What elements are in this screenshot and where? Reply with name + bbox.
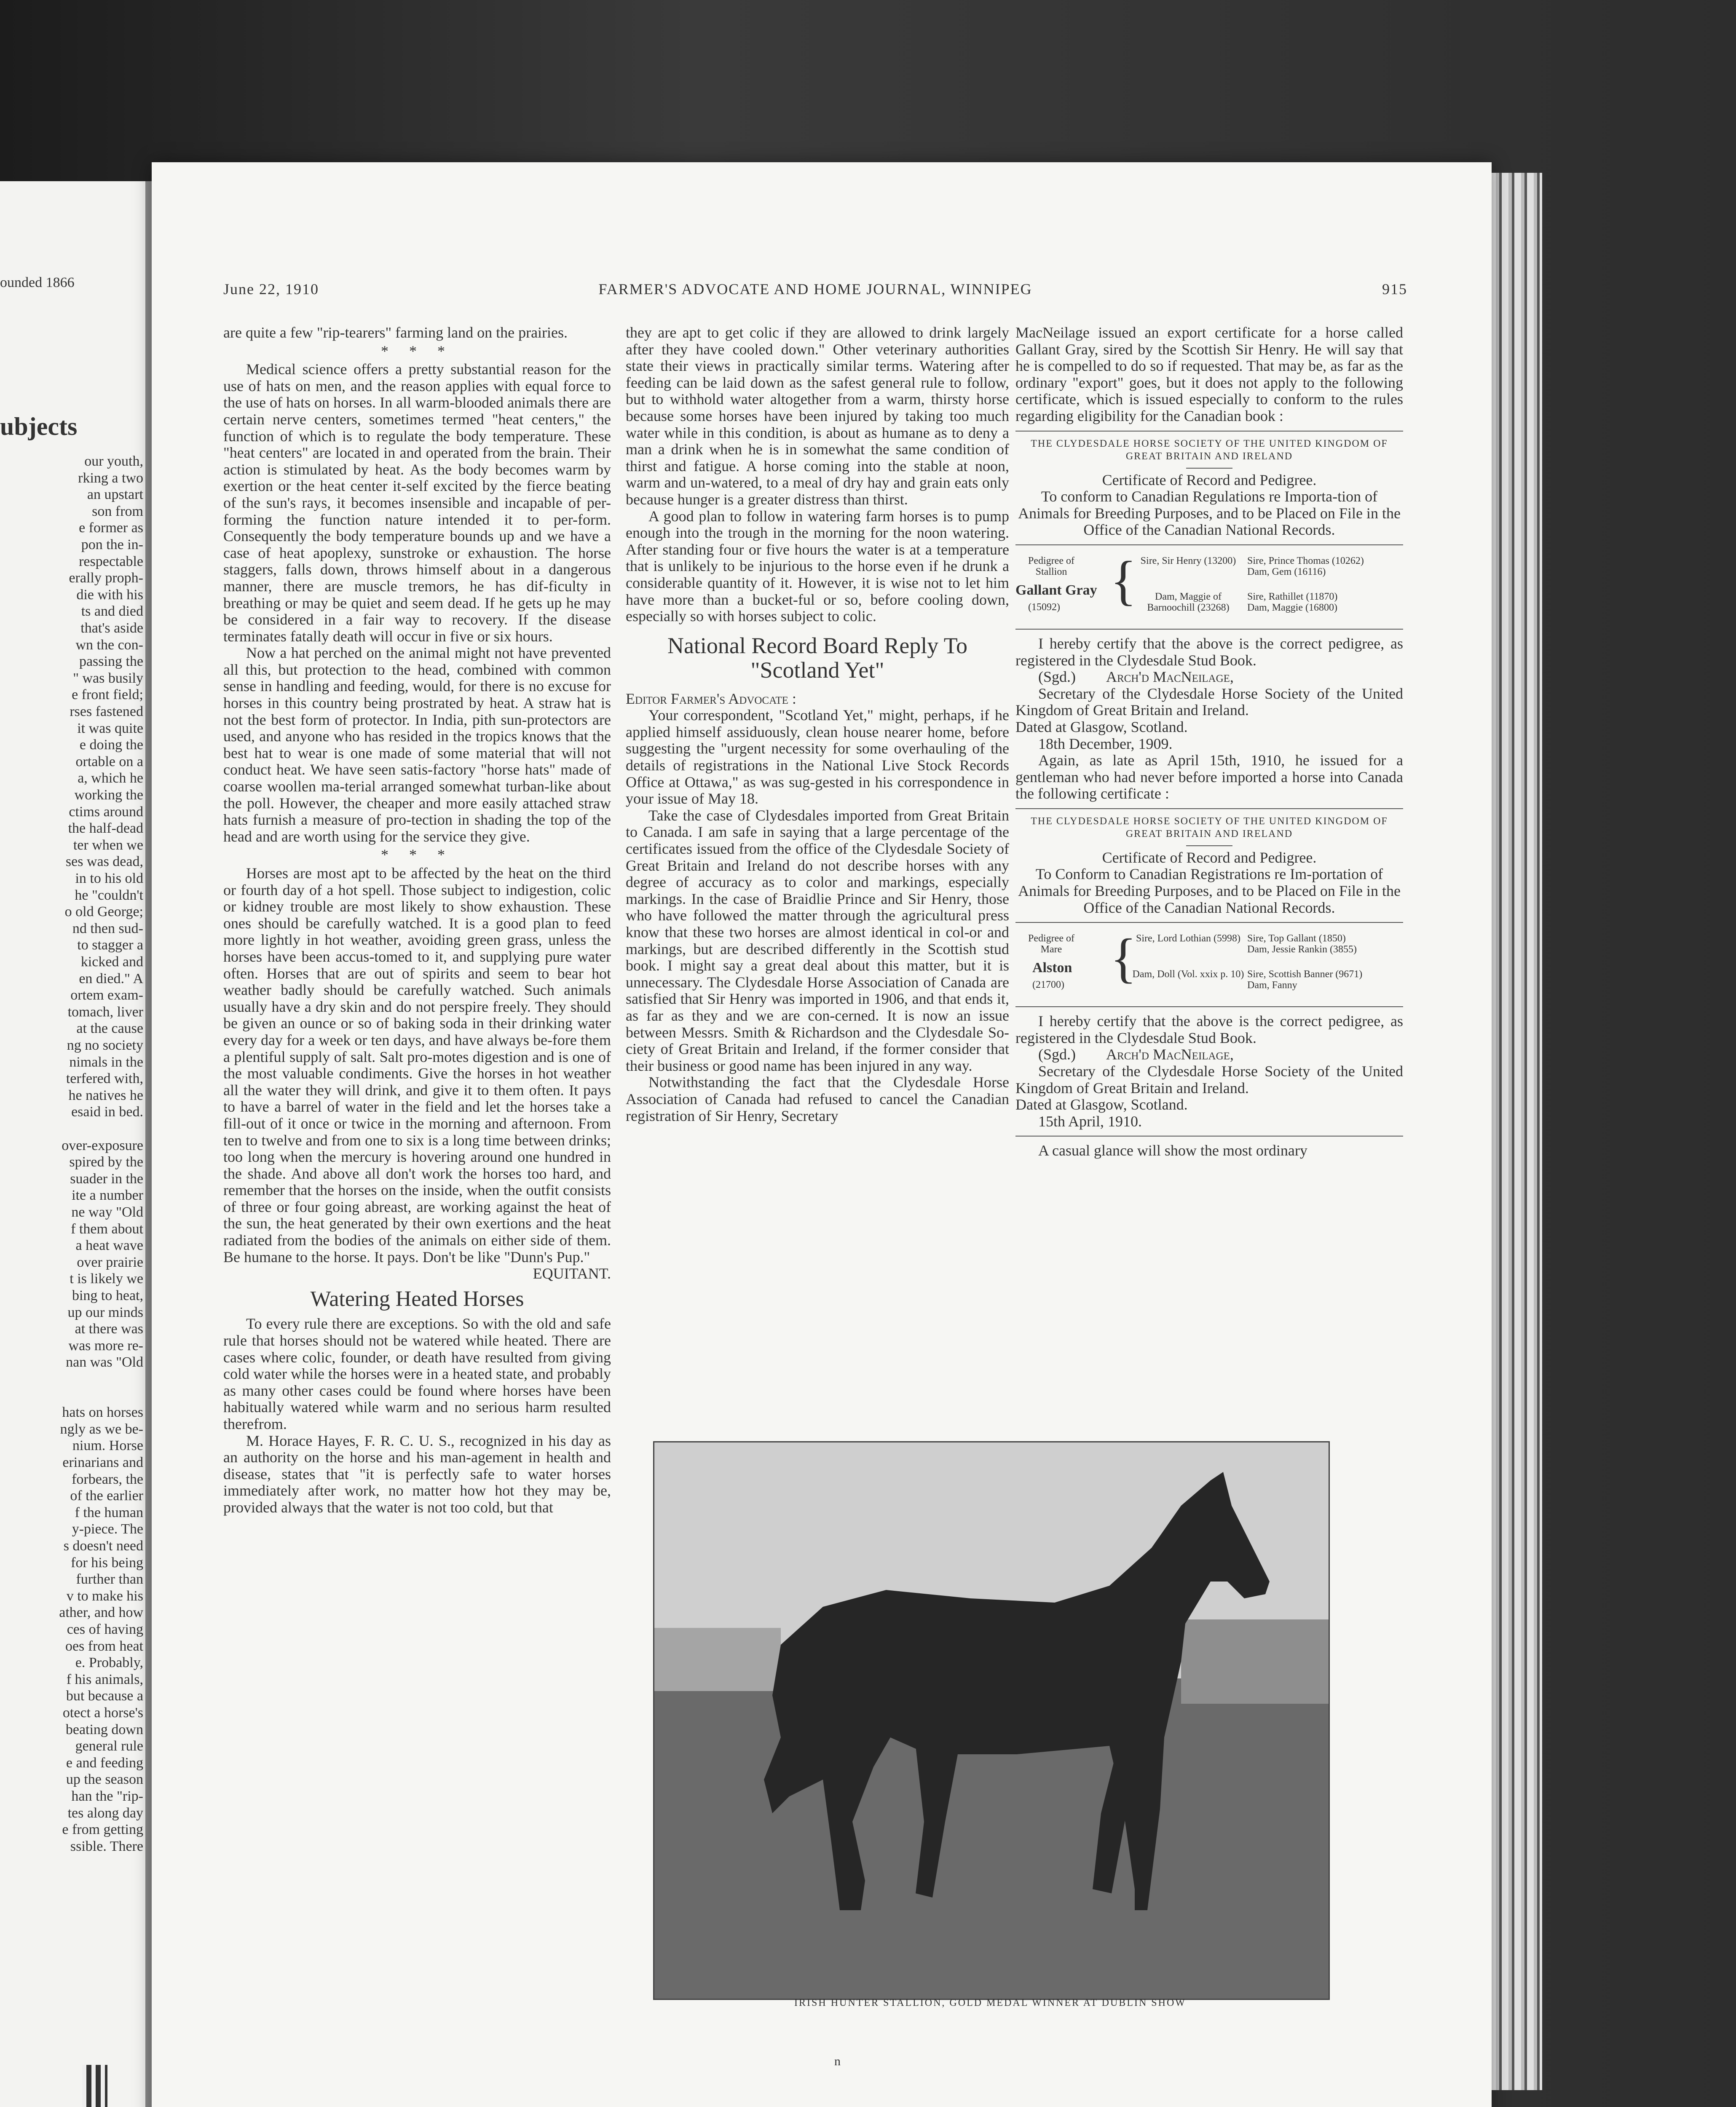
certification-text: I hereby certify that the above is the correct pedigree, as registered in the Clydesdale Stud Book.	[1015, 1013, 1403, 1046]
previous-page-line: esaid in bed.	[71, 1104, 143, 1120]
sire-dam: Dam, Gem (16116)	[1247, 566, 1326, 577]
author-signature: EQUITANT.	[533, 1265, 611, 1282]
signature-line	[1015, 669, 1403, 686]
previous-page-line: bing to heat,	[72, 1288, 143, 1303]
previous-page-line: in to his old	[75, 871, 143, 886]
previous-page-line: e doing the	[79, 737, 143, 753]
previous-page-line: a heat wave	[75, 1238, 143, 1254]
previous-page-heading: ubjects	[0, 413, 78, 440]
signer-name: Arch'd MacNeilage,	[1106, 1046, 1234, 1063]
secretary-title: Secretary of the Clydesdale Horse Society of the United Kingdom of Great Britain and Ireland.	[1015, 1063, 1403, 1096]
paragraph: Now a hat perched on the animal might not have prevented all this, but protection to the head, combined with common sense in handling and feeding, would, for there is no excuse for horses in this country being prostrated by heat. A straw hat is not the best form of protector. In India, pith sun-protectors are used, and anyone who has resided in the tropics knows that the best hat to wear is one made of some material that will not conduct heat. We have seen satis-factory "horse hats" made of coarse woollen ma-terial arranged somewhat turban-like about the poll. However, the cheaper and more easily attached straw hats furnish a measure of pro-tection in shading the top of the head and are worth using for the service they give.	[223, 644, 611, 845]
previous-page-line: v to make his	[66, 1588, 143, 1604]
previous-page-line: s doesn't need	[63, 1538, 143, 1554]
paragraph: Your correspondent, "Scotland Yet," might, perhaps, if he applied himself assiduously, clean house nearer home, before suggesting the "urgent necessity for some overhauling of the details of registrations in the National Live Stock Records Office at Ottawa," as was sug-gested in his correspondence in your issue of May 18.	[626, 707, 1009, 807]
certificate-society: THE CLYDESDALE HORSE SOCIETY OF THE UNITED KINGDOM OF GREAT BRITAIN AND IRELAND	[1031, 438, 1388, 462]
previous-page-line: it was quite	[77, 720, 143, 736]
paragraph: are quite a few "rip-tearers" farming land on the prairies.	[223, 324, 568, 341]
divider	[1015, 1136, 1403, 1137]
previous-page-line: f his animals,	[66, 1671, 143, 1687]
previous-page-line: to stagger a	[77, 937, 143, 953]
paragraph: Take the case of Clydesdales imported from Great Britain to Canada. I am safe in saying that a large percentage of the certificates issued from the office of the Clydesdale Society of Great Britain and Ireland do not describe horses with any degree of accuracy as to color and markings, especially markings. In the case of Braidlie Prince and Sir Henry, those who have followed the matter through the agricultural press know that these two horses are almost identical in col-or and markings, but are described differently in the Scottish stud book. I might say a great deal about this matter, but it is unnecessary. The Clydesdale Horse Association of Canada are satisfied that Sir Henry was imported in 1906, and that ends it, as far as they and we are con-cerned. It is now an issue between Messrs. Smith & Richardson and the Clydesdale So-ciety of Great Britain and Ireland, if the former consider that their business or good name has been injured in any way.	[626, 807, 1009, 1074]
signer-name: Arch'd MacNeilage,	[1106, 668, 1234, 686]
previous-page-line: rking a two	[78, 470, 143, 486]
previous-page-line: nan was "Old	[66, 1354, 143, 1370]
paragraph: Again, as late as April 15th, 1910, he issued for a gentleman who had never before imported a horse into Canada the following certificate :	[1015, 752, 1403, 802]
previous-page-line: t is likely we	[70, 1271, 143, 1287]
previous-page-line: rses fastened	[70, 704, 143, 719]
previous-page-line: pon the in-	[81, 537, 143, 552]
previous-page-line: over prairie	[77, 1254, 143, 1270]
dated-place: Dated at Glasgow, Scotland.	[1015, 1096, 1188, 1113]
pedigree-brace: {	[1110, 928, 1137, 989]
signed-mark: (Sgd.)	[1038, 668, 1076, 686]
previous-page-line: tes along day	[67, 1805, 143, 1821]
column-2	[626, 324, 1009, 1124]
previous-page-line: beating down	[65, 1721, 143, 1737]
previous-page-line: for his being	[71, 1555, 143, 1571]
previous-page-line: hats on horses	[62, 1405, 143, 1421]
previous-page-line: ne way "Old	[71, 1204, 143, 1220]
article-heading: Watering Heated Horses	[310, 1287, 524, 1311]
previous-page-line: ts and died	[81, 603, 143, 619]
section-divider: * * *	[381, 846, 453, 863]
paragraph: M. Horace Hayes, F. R. C. U. S., recognized in his day as an authority on the horse and his man-agement in health and disease, states that "it is perfectly safe to water horses immediately after work, no matter how hot they may be, provided always that the water is not too cold, but that	[223, 1432, 611, 1516]
divider	[1015, 808, 1403, 809]
sire-sire: Sire, Top Gallant (1850)	[1247, 933, 1346, 944]
previous-page-line: ortem exam-	[70, 987, 143, 1003]
dated-date: 18th December, 1909.	[1038, 735, 1173, 752]
previous-page-line: at the cause	[76, 1021, 143, 1037]
previous-page-line: but because a	[66, 1688, 143, 1704]
paragraph: A casual glance will show the most ordinary	[1038, 1142, 1307, 1159]
previous-page-line: e former as	[79, 520, 143, 536]
section-divider: * * *	[381, 342, 453, 359]
paragraph: To every rule there are exceptions. So with the old and safe rule that horses should not be watered while heated. There are cases where colic, founder, or death have resulted from giving cold water while the horses were in a heated state, and probably as many other cases could be found where horses have been habitually watered while warm and no serious harm resulted therefrom.	[223, 1315, 611, 1432]
newspaper-page	[152, 162, 1492, 2107]
horse-number: (15092)	[1028, 601, 1060, 613]
previous-page-line: e and feeding	[66, 1755, 143, 1771]
previous-page-line: respectable	[79, 553, 143, 569]
previous-page-line: ctims around	[69, 804, 143, 820]
previous-page-line: otect a horse's	[62, 1705, 143, 1721]
horse-name: Gallant Gray	[1015, 582, 1097, 598]
sire-sire: Sire, Prince Thomas (10262)	[1247, 555, 1364, 566]
previous-page-line: suader in the	[70, 1171, 143, 1187]
previous-page-line: wn the con-	[75, 637, 143, 653]
divider	[1015, 629, 1403, 630]
previous-page-line: general rule	[75, 1738, 143, 1754]
salutation: Editor Farmer's Advocate :	[626, 690, 796, 707]
previous-page-line: han the "rip-	[71, 1788, 143, 1804]
previous-page-line: he natives he	[68, 1087, 143, 1103]
previous-page-line: ssible. There	[70, 1838, 143, 1854]
horse-silhouette	[654, 1442, 1329, 1999]
page-number: 915	[1382, 281, 1407, 298]
previous-page-line: f them about	[71, 1221, 143, 1237]
previous-page-line: working the	[74, 787, 143, 803]
previous-page-line: y-piece. The	[72, 1521, 143, 1537]
previous-page-line: erally proph-	[69, 570, 143, 586]
divider	[1186, 845, 1232, 846]
certificate-society: THE CLYDESDALE HORSE SOCIETY OF THE UNITED KINGDOM OF GREAT BRITAIN AND IRELAND	[1031, 815, 1388, 839]
previous-page-line: f the human	[75, 1504, 143, 1520]
dam-sire: Sire, Rathillet (11870)	[1247, 591, 1338, 602]
previous-page-line: nimals in the	[69, 1054, 143, 1070]
previous-page-line: die with his	[76, 587, 143, 603]
previous-page-line: further than	[76, 1571, 143, 1587]
column-1	[223, 324, 611, 1516]
previous-page-line: he "couldn't	[75, 887, 143, 903]
paragraph: Horses are most apt to be affected by the heat on the third or fourth day of a hot spell. Those subject to indigestion, colic or kidney trouble are most likely to show exhaustion. These ones should be carefully watched. It is a good plan to feed more lightly in hot weather, avoiding green grass, unless the horses have been accus-tomed to it, and supplying pure water often. Horses that are out of spirits and seem to bear hot weather badly should be carefully watched. Such animals usually have a dry skin and do not perspire freely. They should be given an ounce or so of baking soda in their drinking water every day for a week or ten days, and have always be-fore them a plentiful supply of salt. Salt pro-motes digestion and is one of the most valuable condiments. Give the horses in hot weather all the water they will drink, and give it to them often. It pays to have a barrel of water in the field and let the horses take a fill-out of it once or twice in the morning and afternoon. From ten to twelve and from one to six is a long time between drinks; too long when the mercury is hovering around one hundred in the shade. And above all don't work the horses too hard, and remember that the horses on the inside, when the outfit consists of three or four going abreast, are working against the heat of the sun, the heat generated by their own exertions and the heat radiated from the bodies of the animals on either side of them. Be humane to the horse. It pays. Don't be like "Dunn's Pup."	[223, 865, 611, 1265]
previous-page-line: nium. Horse	[72, 1438, 143, 1454]
secretary-title: Secretary of the Clydesdale Horse Society of the United Kingdom of Great Britain and Ireland.	[1015, 685, 1403, 719]
paragraph: A good plan to follow in watering farm horses is to pump enough into the trough in the morning for the noon watering. After standing four or five hours the water is at a temperature that is unlikely to be injurious to the horse even if he drunk a considerable quantity of it. However, it is wise not to let him have more than a bucket-ful or so, before cooling down, especially so with horses subject to colic.	[626, 507, 1009, 625]
previous-page-line: ather, and how	[59, 1605, 143, 1621]
previous-page-line: en died." A	[79, 970, 143, 986]
previous-page-line: spired by the	[69, 1154, 143, 1170]
publication-title: FARMER'S ADVOCATE AND HOME JOURNAL, WINNIPEG	[598, 281, 1032, 298]
pedigree-label: Pedigree of Mare	[1028, 933, 1074, 955]
article-heading: National Record Board Reply To "Scotland Yet"	[667, 633, 968, 683]
previous-page-line: oes from heat	[65, 1638, 143, 1654]
previous-page-line: tomach, liver	[67, 1004, 143, 1020]
previous-page-line: e front field;	[72, 687, 143, 703]
paragraph: they are apt to get colic if they are allowed to drink largely after they have cooled down." Other veterinary authorities state their views in practically similar terms. Watering after feeding can be laid down as the safest general rule to follow, but to withhold water altogether from a warm, thirsty horse because some horses have been injured by taking too much water while in this condition, is about as humane as to deny a man a drink when he is in somewhat the same condition of thirst and fatigue. A horse coming into the stable at noon, warm and un-watered, to a meal of dry hay and grain eats only because hunger is a greater distress than thirst.	[626, 324, 1009, 508]
running-header	[223, 280, 1407, 301]
previous-page-line: e from getting	[62, 1822, 143, 1838]
certificate-purpose: To conform to Canadian Regulations re Importa-tion of Animals for Breeding Purposes, and to be Placed on File in the Office of the Canadian National Records.	[1018, 488, 1401, 539]
previous-page-line: nd then sud-	[72, 920, 143, 936]
previous-page-line: erinarians and	[62, 1455, 143, 1470]
book-spine	[82, 2065, 107, 2107]
dam-dam: Dam, Maggie (16800)	[1247, 602, 1337, 613]
previous-page-line: the half-dead	[68, 820, 143, 836]
pedigree-label: Pedigree of Stallion	[1028, 555, 1074, 577]
dated-place: Dated at Glasgow, Scotland.	[1015, 718, 1188, 735]
previous-page-line: over-exposure	[62, 1137, 143, 1153]
previous-page-line: kicked and	[80, 954, 143, 970]
certificate-title: Certificate of Record and Pedigree.	[1102, 849, 1317, 866]
dam-sire: Sire, Scottish Banner (9671)	[1247, 969, 1363, 980]
pedigree-table	[1015, 929, 1403, 1000]
previous-page-line: up our minds	[67, 1304, 143, 1320]
divider	[1015, 922, 1403, 923]
sire: Sire, Sir Henry (13200)	[1140, 555, 1236, 566]
horse-name: Alston	[1032, 960, 1072, 976]
previous-page-line: up the season	[66, 1772, 143, 1788]
dam: Dam, Doll (Vol. xxix p. 10)	[1132, 969, 1244, 980]
previous-page-line: at there was	[75, 1321, 143, 1337]
divider	[1015, 544, 1403, 545]
page-edges	[1483, 173, 1542, 2090]
paragraph: Notwithstanding the fact that the Clydesdale Horse Association of Canada had refused to cancel the Canadian registration of Sir Henry, Secretary	[626, 1074, 1009, 1124]
paragraph: Medical science offers a pretty substantial reason for the use of hats on men, and the reason applies with equal force to the use of hats on horses. In all warm-blooded animals there are certain nerve centers, sometimes termed "heat centers," the function of which is to regulate the body temperature. These "heat centers" are located in and operated from the brain. Their action is stimulated by heat. As the body becomes warm by exertion or the heat center it-self excited by the fierce beating of the sun's rays, it becomes insensible and incapable of per-forming the function nature intended it to per-form. Consequently the body temperature bounds up and we have a case of heat apoplexy, sunstroke or exhaustion. The horse staggers, falls down, throws himself about in a dangerous manner, there are muscle tremors, he has dif-ficulty in breathing or may be quiet and seem dead. If he gets up he may be considered in a fair way to recovery. If the disease terminates fatally death will occur in five or six hours.	[223, 361, 611, 645]
previous-page-line: passing the	[79, 654, 143, 670]
horse-number: (21700)	[1032, 979, 1064, 991]
previous-page-line: forbears, the	[72, 1471, 143, 1487]
previous-page-line: " was busily	[73, 670, 143, 686]
previous-page-line: ces of having	[67, 1622, 143, 1637]
certificate-purpose: To Conform to Canadian Registrations re Im-portation of Animals for Breeding Purposes, and to be Placed on File in the Office of the Canadian National Records.	[1018, 866, 1401, 916]
previous-page-line: that's aside	[80, 620, 143, 636]
previous-page-fragment	[0, 181, 153, 2107]
previous-page-line: a, which he	[78, 770, 143, 786]
previous-page-line: ter when we	[73, 837, 143, 853]
signature-line	[1015, 1046, 1403, 1063]
previous-page-line: ortable on a	[75, 753, 143, 769]
previous-page-line: ngly as we be-	[60, 1421, 143, 1437]
sire: Sire, Lord Lothian (5998)	[1136, 933, 1240, 944]
horse-photograph	[653, 1441, 1330, 2000]
sire-dam: Dam, Jessie Rankin (3855)	[1247, 944, 1357, 955]
footer-mark: n	[834, 2054, 841, 2068]
previous-page-line: son from	[92, 503, 143, 519]
dated-date: 15th April, 1910.	[1038, 1112, 1142, 1130]
previous-page-line: of the earlier	[70, 1488, 143, 1504]
previous-page-line: ses was dead,	[65, 854, 143, 870]
previous-page-line: was more re-	[68, 1338, 143, 1354]
divider	[1015, 431, 1403, 432]
certificate-title: Certificate of Record and Pedigree.	[1102, 471, 1317, 488]
column-3	[1015, 324, 1403, 1159]
previous-page-line: o old George;	[64, 904, 143, 920]
divider	[1186, 468, 1232, 469]
previous-page-header: ounded 1866	[0, 275, 75, 290]
dam-dam: Dam, Fanny	[1247, 980, 1297, 991]
previous-page-line: ng no society	[67, 1037, 143, 1053]
paragraph: MacNeilage issued an export certificate for a horse called Gallant Gray, sired by the Scottish Sir Henry. He will say that he is compelled to do so if requested. That may be, as far as the ordinary "export" goes, but it does not apply to the following certificate, which is issued especially to conform to the rules regarding eligibility for the Canadian book :	[1015, 324, 1403, 424]
previous-page-line: an upstart	[87, 487, 143, 503]
previous-page-line: e. Probably,	[75, 1655, 143, 1671]
certification-text: I hereby certify that the above is the correct pedigree, as registered in the Clydesdale Stud Book.	[1015, 635, 1403, 669]
previous-page-line: ite a number	[72, 1188, 143, 1204]
previous-page-line: terfered with,	[66, 1071, 143, 1087]
signed-mark: (Sgd.)	[1038, 1046, 1076, 1063]
divider	[1015, 1006, 1403, 1007]
dam: Dam, Maggie of Barnoochill (23268)	[1147, 591, 1230, 613]
pedigree-brace: {	[1110, 550, 1137, 611]
issue-date: June 22, 1910	[223, 281, 319, 298]
photo-caption: IRISH HUNTER STALLION, GOLD MEDAL WINNER AT DUBLIN SHOW	[794, 1997, 1186, 2008]
previous-page-line: our youth,	[84, 453, 143, 469]
pedigree-table	[1015, 551, 1403, 623]
